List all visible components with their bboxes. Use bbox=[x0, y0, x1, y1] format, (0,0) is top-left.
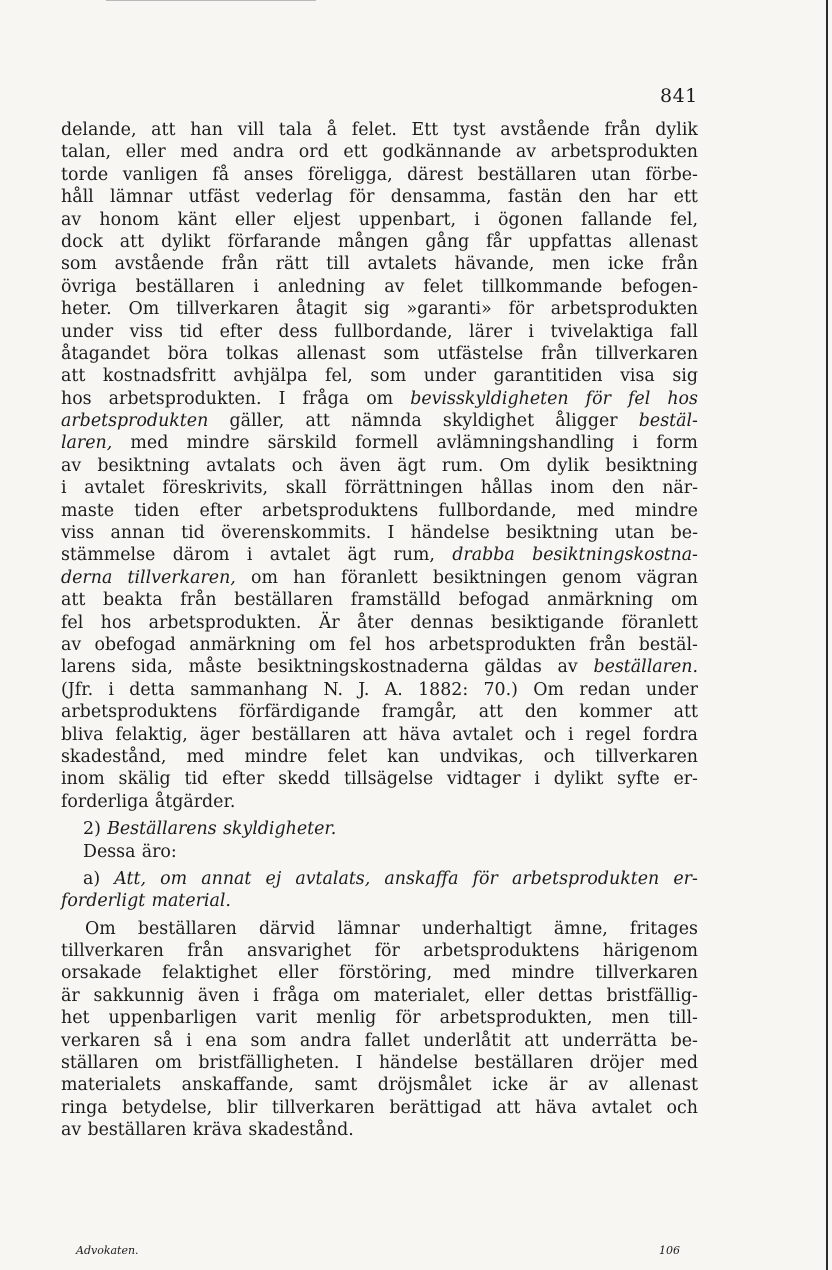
text-line: under viss tid efter dess fullbordande, lärer i tvivelaktiga fall bbox=[61, 321, 698, 342]
text-line: materialets anskaffande, samt dröjsmålet icke är av allenast bbox=[61, 1075, 698, 1096]
text-line: dock att dylikt förfarande mången gång får uppfattas allenast bbox=[61, 231, 698, 252]
page-footer bbox=[76, 1244, 680, 1257]
text-line: hos arbetsprodukten. I fråga om bevisskyldigheten för fel hos bbox=[61, 388, 698, 409]
text-line: av beställaren kräva skadestånd. bbox=[61, 1120, 354, 1141]
text-line: Om beställaren därvid lämnar underhaltigt ämne, fritages bbox=[85, 918, 698, 939]
text-line: att beakta från beställaren framställd befogad anmärkning om bbox=[61, 590, 698, 611]
text-line: heter. Om tillverkaren åtagit sig »garanti» för arbetsprodukten bbox=[61, 299, 698, 320]
body-text bbox=[61, 119, 698, 1142]
text-line: viss annan tid överenskommits. I händelse besiktning utan be- bbox=[61, 523, 698, 544]
text-line: övriga beställaren i anledning av felet tillkommande befogen- bbox=[61, 276, 698, 297]
text-line: ställaren om bristfälligheten. I händelse beställaren dröjer med bbox=[61, 1053, 698, 1074]
text-line: tillverkaren från ansvarighet för arbetsproduktens härigenom bbox=[61, 941, 698, 962]
text-line: ringa betydelse, blir tillverkaren berättigad att häva avtalet och bbox=[61, 1097, 698, 1118]
text-line: arbetsprodukten gäller, att nämnda skyldighet åligger bestäl- bbox=[61, 411, 698, 432]
footer-signature: Advokaten. bbox=[76, 1244, 139, 1257]
text-line: a) Att, om annat ej avtalats, anskaffa för arbetsprodukten er- bbox=[83, 868, 698, 889]
text-line: är sakkunnig även i fråga om materialet, eller dettas bristfällig- bbox=[61, 985, 698, 1006]
text-line: åtagandet böra tolkas allenast som utfästelse från tillverkaren bbox=[61, 343, 698, 364]
page-number: 841 bbox=[660, 85, 698, 107]
text-line: 2) Beställarens skyldigheter. bbox=[83, 819, 337, 840]
text-line: verkaren så i ena som andra fallet underlåtit att underrätta be- bbox=[61, 1030, 698, 1051]
text-line: av obefogad anmärkning om fel hos arbetsprodukten från bestäl- bbox=[61, 634, 698, 655]
text-line: forderligt material. bbox=[61, 891, 231, 912]
text-line: orsakade felaktighet eller förstöring, med mindre tillverkaren bbox=[61, 963, 698, 984]
text-line: stämmelse därom i avtalet ägt rum, drabba besiktningskostna- bbox=[61, 545, 698, 566]
page-edge-rule bbox=[826, 0, 828, 1270]
text-line: arbetsproduktens förfärdigande framgår, att den kommer att bbox=[61, 702, 698, 723]
text-line: torde vanligen få anses föreligga, därest beställaren utan förbe- bbox=[61, 164, 698, 185]
text-line: av honom känt eller eljest uppenbart, i ögonen fallande fel, bbox=[61, 209, 698, 230]
text-line: skadestånd, med mindre felet kan undvikas, och tillverkaren bbox=[61, 746, 698, 767]
text-line: inom skälig tid efter skedd tillsägelse vidtager i dylikt syfte er- bbox=[61, 769, 698, 790]
footer-sheet-number: 106 bbox=[659, 1244, 680, 1257]
text-line: forderliga åtgärder. bbox=[61, 791, 236, 812]
text-line: håll lämnar utfäst vederlag för densamma, fastän den har ett bbox=[61, 187, 698, 208]
text-line: maste tiden efter arbetsproduktens fullbordande, med mindre bbox=[61, 500, 698, 521]
text-line: att kostnadsfritt avhjälpa fel, som under garantitiden visa sig bbox=[61, 366, 698, 387]
text-line: av besiktning avtalats och även ägt rum. Om dylik besiktning bbox=[61, 455, 698, 476]
text-line: i avtalet föreskrivits, skall förrättningen hållas inom den när- bbox=[61, 478, 698, 499]
text-line: som avstående från rätt till avtalets hävande, men icke från bbox=[61, 254, 698, 275]
text-line: delande, att han vill tala å felet. Ett tyst avstående från dylik bbox=[61, 120, 698, 140]
text-line: derna tillverkaren, om han föranlett besiktningen genom vägran bbox=[61, 567, 698, 588]
text-line: larens sida, måste besiktningskostnaderna gäldas av beställaren. bbox=[61, 657, 698, 678]
top-rule bbox=[106, 0, 316, 1]
text-line: het uppenbarligen varit menlig för arbetsprodukten, men till- bbox=[61, 1008, 698, 1029]
text-line: laren, med mindre särskild formell avlämningshandling i form bbox=[61, 433, 698, 454]
text-line: fel hos arbetsprodukten. Är åter dennas besiktigande föranlett bbox=[61, 612, 698, 633]
text-line: talan, eller med andra ord ett godkännande av arbetsprodukten bbox=[61, 142, 698, 163]
text-line: bliva felaktig, äger beställaren att häva avtalet och i regel fordra bbox=[61, 724, 698, 745]
text-line: Dessa äro: bbox=[83, 841, 177, 862]
text-line: (Jfr. i detta sammanhang N. J. A. 1882: 70.) Om redan under bbox=[61, 679, 698, 700]
